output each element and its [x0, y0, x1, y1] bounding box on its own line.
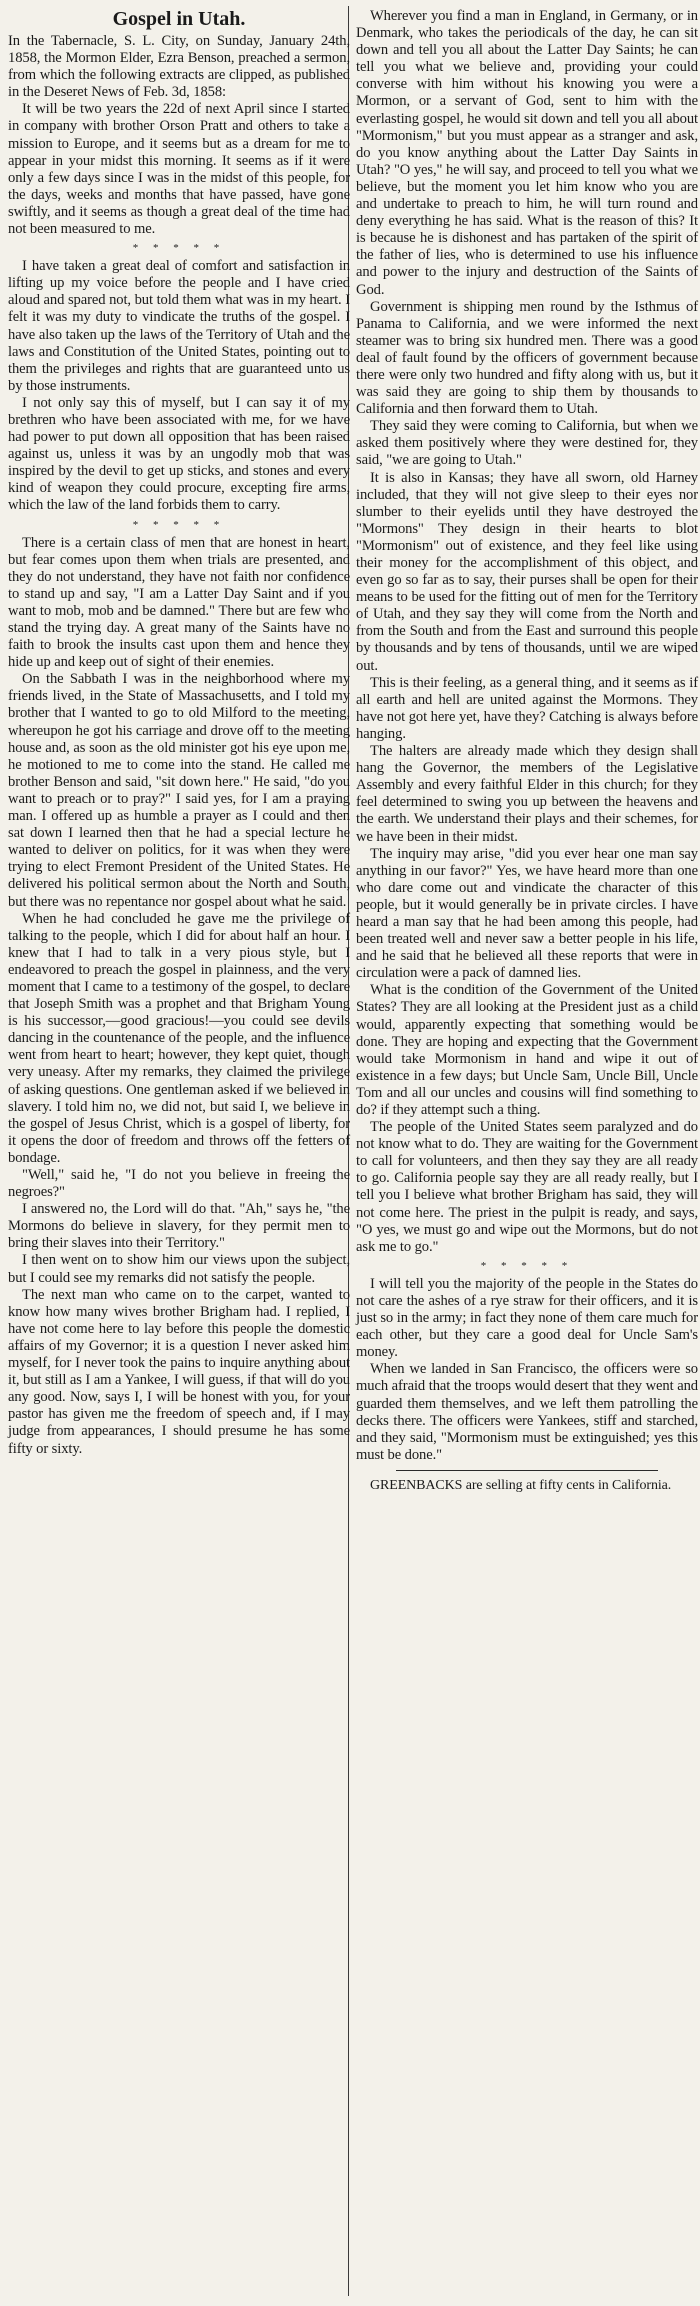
paragraph: The inquiry may arise, "did you ever hear one man say anything in our favor?" Yes, we have heard more than one who dare come out and vindicate the character of this people, but it would generally be in private circles. I have heard a man say that he had been among this people, had been treated well and never saw a better people in his life, and he said that he believed all these reports that were in circulation were a pack of damned lies.: [356, 845, 698, 982]
right-column: [356, 8, 698, 1494]
left-column: [8, 8, 350, 1458]
paragraph: I answered no, the Lord will do that. "Ah," says he, "the Mormons do believe in slavery, for they permit men to bring their slaves into their Territory.": [8, 1201, 350, 1252]
paragraph: When he had concluded he gave me the privilege of talking to the people, which I did for about half an hour. I knew that I had to talk in a very pious style, but I endeavored to preach the gospel in plainness, and the very moment that I came to a testimony of the gospel, to declare that Joseph Smith was a prophet and that Brigham Young is his successor,—good gracious!—you could see devils dancing in the countenance of the people, and the influence went from heart to heart; however, they kept quiet, though very uneasy. After my remarks, they claimed the privilege of asking questions. One gentleman asked if we believed in slavery. I told him no, we did not, but said I, we believe in the gospel of Jesus Christ, which is a gospel of liberty, for it opens the door of freedom and throws off the fetters of bondage.: [8, 910, 350, 1166]
footer-note: GREENBACKS are selling at fifty cents in California.: [370, 1477, 672, 1493]
paragraph: When we landed in San Francisco, the officers were so much afraid that the troops would desert that they went and guarded them themselves, and we left them patrolling the decks there. The officers were Yankees, stiff and starched, and they said, "Mormonism must be extinguished; yes this must be done.": [356, 1361, 698, 1463]
section-separator: * * * * *: [132, 242, 226, 255]
article-title: Gospel in Utah.: [112, 8, 246, 30]
paragraph: They said they were coming to California, but when we asked them positively where they were destined for, they said, "we are going to Utah.": [356, 418, 698, 469]
paragraph: It will be two years the 22d of next April since I started in company with brother Orson Pratt and others to take a mission to Europe, and it seems but as a dream for me to appear in your midst this morning. It seems as if it were only a few days since I was in the midst of this people, for the days, weeks and months that have passed, have gone swiftly, and it seems as though a great deal of the time had not been measured to me.: [8, 101, 350, 238]
section-separator: * * * * *: [132, 518, 226, 531]
paragraph: It is also in Kansas; they have all sworn, old Harney included, that they will not give sleep to their eyes nor slumber to their eyelids until they have destroyed the "Mormons" They design in their hearts to blot "Mormonism" out of existence, and they feel like using their money for the accomplishment of this object, and even go so far as to say, their purses shall be open for their means to be used for the fitting out of men for the Territory of Utah, and they say they will come from the North and from the South and from the East and surround this people by thousands and by tens of thousands, until we are wiped out.: [356, 469, 698, 674]
paragraph: I not only say this of myself, but I can say it of my brethren who have been associated with me, for we have had power to put down all opposition that has been raised against us, unless it was by an ungodly mob that was inspired by the devil to get up sticks, and stones and every kind of weapon they could procure, excepting fire arms, which the law of the land forbids them to carry.: [8, 394, 350, 514]
paragraph: I then went on to show him our views upon the subject, but I could see my remarks did not satisfy the people.: [8, 1252, 350, 1286]
paragraph: The next man who came on to the carpet, wanted to know how many wives brother Brigham had. I replied, I have not come here to lay before this people the domestic affairs of my Governor; it is a question I never asked him myself, for I never took the pains to inquire anything about it, but still as I am a Yankee, I will guess, if that will do you any good. Now, says I, I will be honest with you, for your pastor has given me the freedom of speech and, if I may judge from appearances, I should presume he has some fifty or sixty.: [8, 1286, 350, 1457]
paragraph: This is their feeling, as a general thing, and it seems as if all earth and hell are united against the Mormons. They have not got here yet, have they? Catching is always before hanging.: [356, 674, 698, 742]
section-separator: * * * * *: [480, 1259, 574, 1272]
paragraph: The people of the United States seem paralyzed and do not know what to do. They are waiting for the Government to call for volunteers, and then they say they are all ready to go. California people say they are all ready really, but I tell you I believe what brother Brigham has said, they will not come here. The priest in the pulpit is ready, and says, "O yes, we must go and wipe out the Mormons, but do not ask me to go.": [356, 1119, 698, 1255]
paragraph: Wherever you find a man in England, in Germany, or in Denmark, who takes the periodicals of the day, he can sit down and tell you all about the Latter Day Saints; he can tell you what we believe and, providing your could converse with him without his knowing you were a Mormon, or a servant of God, sent to him with the everlasting gospel, he would sit down and tell you all about "Mormonism," but you must appear as a stranger and ask, do you know anything about the Latter Day Saints in Utah? "O yes," he will say, and proceed to tell you what we believe, but the moment you let him know who you are and undertake to preach to him, he will turn round and deny everything he has said. What is the reason of this? It is because he is dishonest and has partaken of the spirit of the father of lies, who is determined to use his influence and power to the injury and destruction of the Saints of God.: [356, 8, 698, 298]
intro-paragraph: In the Tabernacle, S. L. City, on Sunday, January 24th, 1858, the Mormon Elder, Ezra Benson, preached a sermon, from which the following extracts are clipped, as published in the Deseret News of Feb. 3d, 1858:: [8, 33, 350, 101]
paragraph: "Well," said he, "I do not you believe in freeing the negroes?": [8, 1167, 350, 1201]
paragraph: On the Sabbath I was in the neighborhood where my friends lived, in the State of Massachusetts, and I told my brother that I wanted to go to old Milford to the meeting, whereupon he got his carriage and drove off to the meeting house and, as soon as the old minister got his eye upon me, he motioned to me to come into the stand. He called me brother Benson and said, "sit down here." He said, "do you want to preach or to pray?" I said yes, for I am a praying man. I offered up as humble a prayer as I could and then sat down I learned then that he had a special lecture he wanted to deliver on politics, for it was when they were trying to elect Fremont President of the United States. He delivered his political sermon about the North and South, but there was no repentance nor gospel about what he said.: [8, 671, 350, 910]
paragraph: The halters are already made which they design shall hang the Governor, the members of the Legislative Assembly and every faithful Elder in this church; for they feel determined to swing you up between the heavens and the earth. We understand their plays and their schemes, for we have been in their midst.: [356, 743, 698, 845]
paragraph: There is a certain class of men that are honest in heart, but fear comes upon them when trials are presented, and they do not understand, they have not faith nor confidence to stand up and say, "I am a Latter Day Saint and if you want to mob, mob and be damned." There but are few who stand the trying day. A great many of the Saints have no faith to brook the insults cast upon them and hence they hide up and keep out of sight of their enemies.: [8, 534, 350, 671]
paragraph: Government is shipping men round by the Isthmus of Panama to California, and we were informed the next steamer was to bring six hundred men. There was a good deal of fault found by the officers of government because there were only two hundred and fifty along with us, but it was said they are going to ship them by thousands to California and then forward them to Utah.: [356, 298, 698, 418]
paragraph: What is the condition of the Government of the United States? They are all looking at the President just as a child would, apparently expecting that something would be done. They are hoping and expecting that the Government would take Mormonism in hand and wipe it out of existence in a few days; but Uncle Sam, Uncle Bill, Uncle Tom and all our uncles and cousins will find something to do? if they attempt such a thing.: [356, 982, 698, 1118]
paragraph: I have taken a great deal of comfort and satisfaction in lifting up my voice before the people and I have cried aloud and spared not, but told them what was in my heart. I felt it was my duty to vindicate the truths of the gospel. I have also taken up the laws of the Territory of Utah and the laws and Constitution of the United States, pointing out to them the privileges and rights that are guaranteed unto us by those instruments.: [8, 258, 350, 394]
paragraph: I will tell you the majority of the people in the States do not care the ashes of a rye straw for their officers, and it is just so in the army; in fact they none of them care much for each other, but they care a good deal for Uncle Sam's money.: [356, 1275, 698, 1361]
article-end-rule: [396, 1470, 658, 1471]
